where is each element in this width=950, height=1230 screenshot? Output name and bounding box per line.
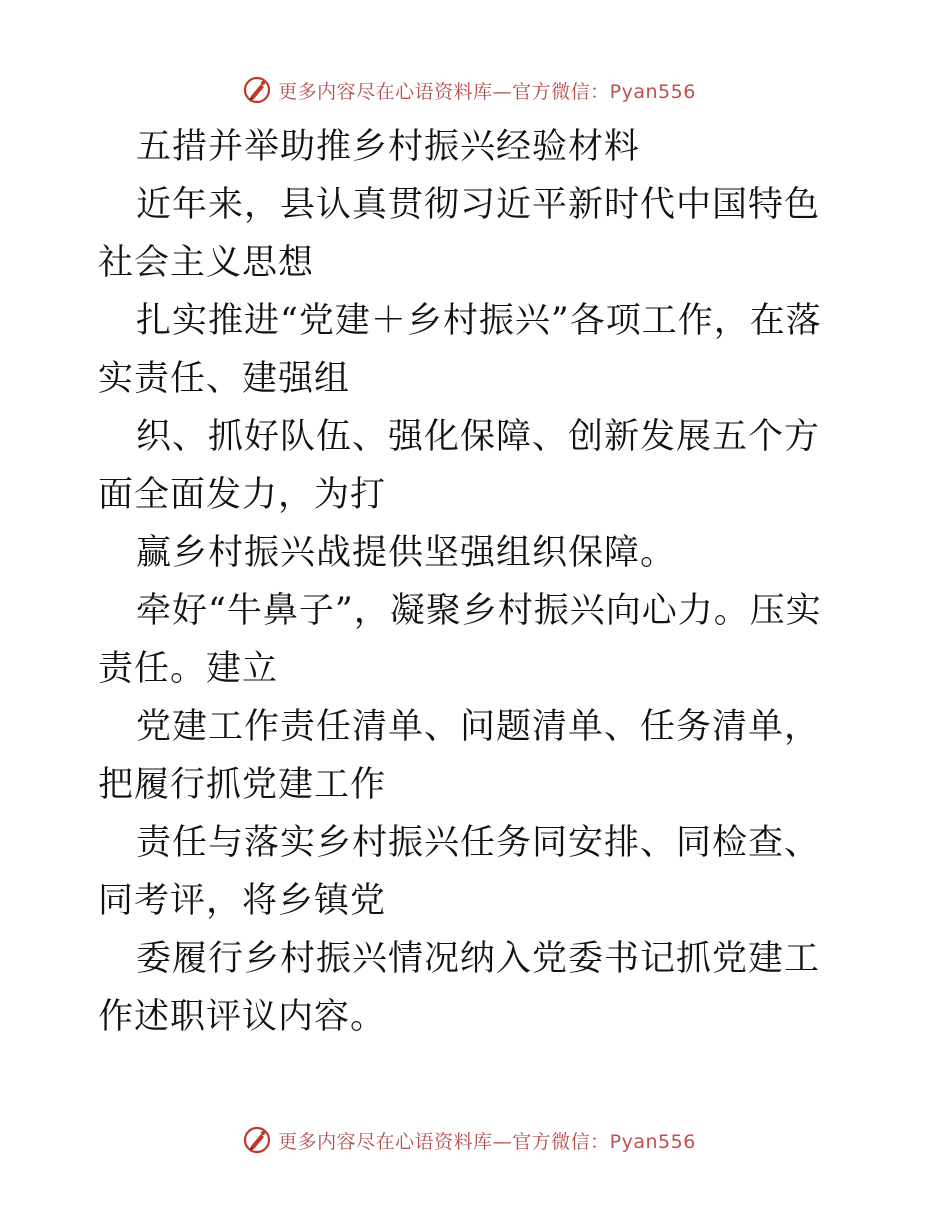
paragraph: 扎实推进“党建＋乡村振兴”各项工作，在落实责任、建强组 bbox=[98, 301, 822, 399]
paragraph: 牵好“牛鼻子”，凝聚乡村振兴向心力。压实责任。建立 bbox=[98, 591, 822, 689]
paragraph: 赢乡村振兴战提供坚强组织保障。 bbox=[136, 533, 677, 573]
pen-logo-icon bbox=[242, 1125, 272, 1155]
paragraph: 近年来，县认真贯彻习近平新时代中国特色社会主义思想 bbox=[98, 185, 821, 283]
document-body bbox=[98, 118, 854, 1046]
pen-logo-icon bbox=[242, 75, 272, 105]
header-banner-handle: Pyan556 bbox=[609, 80, 696, 103]
footer-banner-handle: Pyan556 bbox=[609, 1130, 696, 1153]
header-banner bbox=[0, 70, 950, 110]
paragraph: 党建工作责任清单、问题清单、任务清单，把履行抓党建工作 bbox=[98, 707, 821, 805]
footer-banner-text: 更多内容尽在心语资料库—官方微信： bbox=[278, 1130, 610, 1153]
footer-banner bbox=[0, 1120, 950, 1160]
paragraph: 织、抓好队伍、强化保障、创新发展五个方面全面发力，为打 bbox=[98, 417, 821, 515]
header-banner-text: 更多内容尽在心语资料库—官方微信： bbox=[278, 80, 610, 103]
paragraph: 责任与落实乡村振兴任务同安排、同检查、同考评，将乡镇党 bbox=[98, 823, 821, 921]
document-title: 五措并举助推乡村振兴经验材料 bbox=[136, 127, 641, 167]
paragraph: 委履行乡村振兴情况纳入党委书记抓党建工作述职评议内容。 bbox=[98, 939, 821, 1037]
